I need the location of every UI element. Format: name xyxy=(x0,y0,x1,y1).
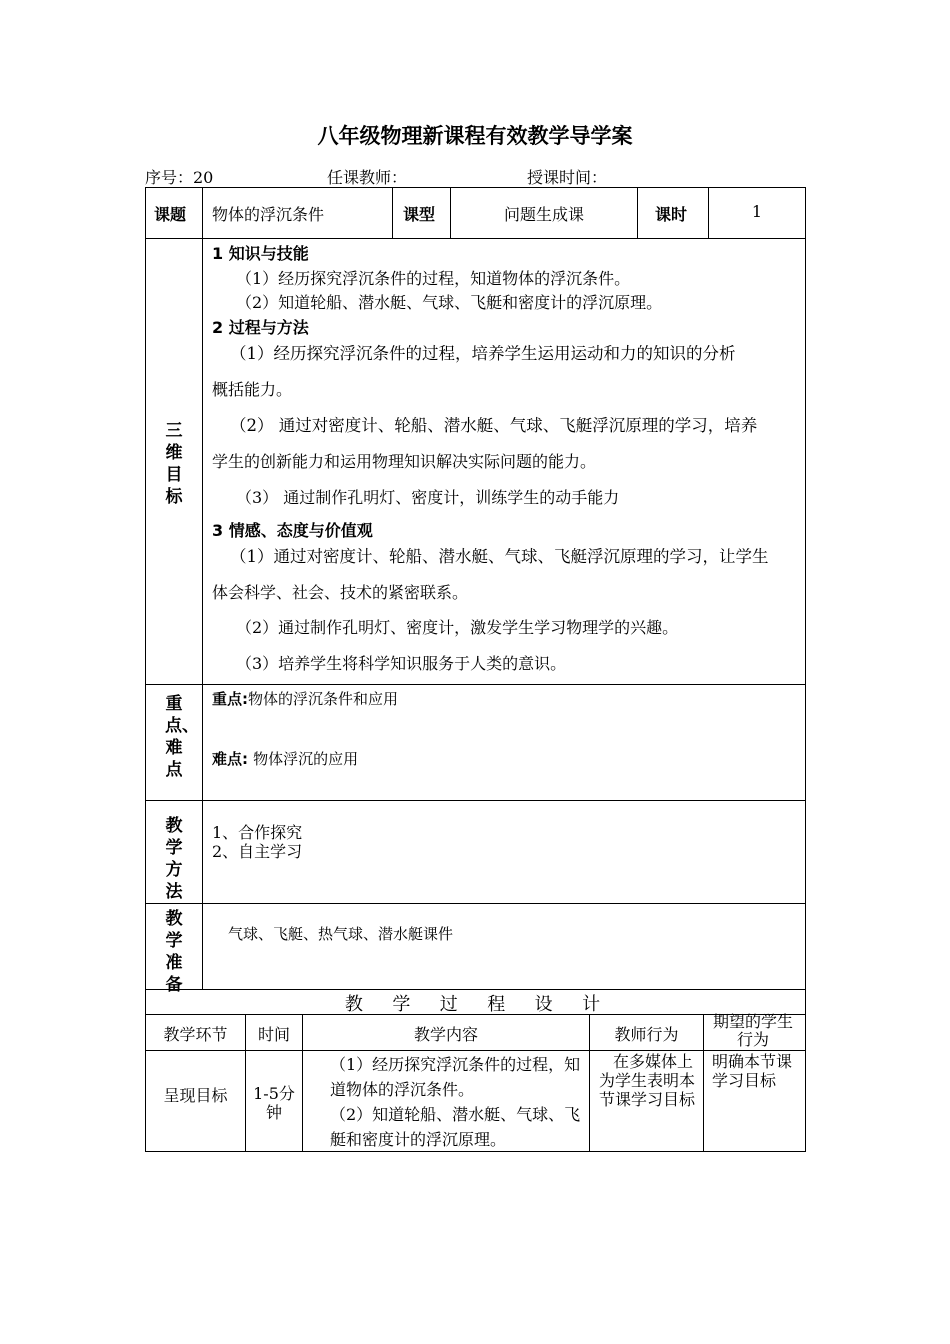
col-stage: 教学环节 xyxy=(163,1025,228,1044)
goals-s3-heading: 3 情感、态度与价值观 xyxy=(212,521,373,540)
row1-teacher: 在多媒体上为学生表明本节课学习目标 xyxy=(599,1052,696,1109)
teacher-label: 任课教师： xyxy=(327,168,408,187)
goals-s3-line1a: （1）通过对密度计、轮船、潜水艇、气球、飞艇浮沉原理的学习，让学生 xyxy=(230,547,769,566)
goals-s2-heading: 2 过程与方法 xyxy=(212,318,309,337)
goals-s1-heading: 1 知识与技能 xyxy=(212,244,309,263)
type-value: 问题生成课 xyxy=(503,205,584,224)
topic-value: 物体的浮沉条件 xyxy=(212,205,325,224)
method-item-2: 2、自主学习 xyxy=(212,842,303,861)
goals-s2-line3: （3） 通过制作孔明灯、密度计，训练学生的动手能力 xyxy=(236,488,620,507)
preparation-label xyxy=(159,908,189,996)
col-student: 期望的学生行为 xyxy=(712,1012,793,1049)
goals-s1-line1: （1）经历探究浮沉条件的过程，知道物体的浮沉条件。 xyxy=(236,269,631,288)
goals-s3-line1b: 体会科学、社会、技术的紧密联系。 xyxy=(212,583,469,602)
goals-s2-line2a: （2） 通过对密度计、轮船、潜水艇、气球、飞艇浮沉原理的学习，培养 xyxy=(230,416,758,435)
time-label: 授课时间： xyxy=(527,168,608,187)
topic-label: 课题 xyxy=(154,205,187,224)
goals-s2-line1b: 概括能力。 xyxy=(212,380,293,399)
method-item-1: 1、合作探究 xyxy=(212,823,303,842)
methods-label xyxy=(159,815,189,903)
goals-label xyxy=(159,420,189,508)
difficulty-label: 难点: xyxy=(212,750,248,768)
row1-student: 明确本节课学习目标 xyxy=(712,1052,793,1090)
goals-s3-line2: （2）通过制作孔明灯、密度计，激发学生学习物理学的兴趣。 xyxy=(236,618,679,637)
row1-content-2: （2）知道轮船、潜水艇、气球、飞艇和密度计的浮沉原理。 xyxy=(330,1105,581,1149)
preparation-label-text: 教学准备 xyxy=(165,909,183,995)
methods-label-text: 教学方法 xyxy=(165,816,183,902)
focus-line xyxy=(212,688,398,709)
col-time: 时间 xyxy=(257,1025,290,1044)
col-content: 教学内容 xyxy=(413,1025,478,1044)
focus-value: 物体的浮沉条件和应用 xyxy=(248,690,399,708)
focus-label: 重点: xyxy=(212,690,248,708)
row1-time: 1-5分钟 xyxy=(253,1084,295,1122)
goals-s1-line2: （2）知道轮船、潜水艇、气球、飞艇和密度计的浮沉原理。 xyxy=(236,293,663,312)
row1-content-1: （1）经历探究浮沉条件的过程，知道物体的浮沉条件。 xyxy=(330,1055,581,1099)
key-points-label-text: 重点、难点 xyxy=(165,694,199,780)
page-title: 八年级物理新课程有效教学导学案 xyxy=(317,124,633,148)
difficulty-value: 物体浮沉的应用 xyxy=(253,750,359,768)
goals-label-text: 三维目标 xyxy=(165,421,183,507)
type-label: 课型 xyxy=(403,205,436,224)
process-heading: 教 学 过 程 设 计 xyxy=(344,994,607,1015)
goals-s2-line2b: 学生的创新能力和运用物理知识解决实际问题的能力。 xyxy=(212,452,597,471)
preparation-value: 气球、飞艇、热气球、潜水艇课件 xyxy=(228,925,454,943)
col-teacher: 教师行为 xyxy=(614,1025,679,1044)
key-points-label xyxy=(159,693,199,781)
goals-s3-line3: （3）培养学生将科学知识服务于人类的意识。 xyxy=(236,654,567,673)
row1-stage: 呈现目标 xyxy=(163,1086,228,1105)
difficulty-line xyxy=(212,748,358,769)
period-label: 课时 xyxy=(655,205,688,224)
period-value: 1 xyxy=(751,202,763,221)
number-label: 序号：20 xyxy=(145,168,214,187)
goals-s2-line1a: （1）经历探究浮沉条件的过程，培养学生运用运动和力的知识的分析 xyxy=(230,344,736,363)
